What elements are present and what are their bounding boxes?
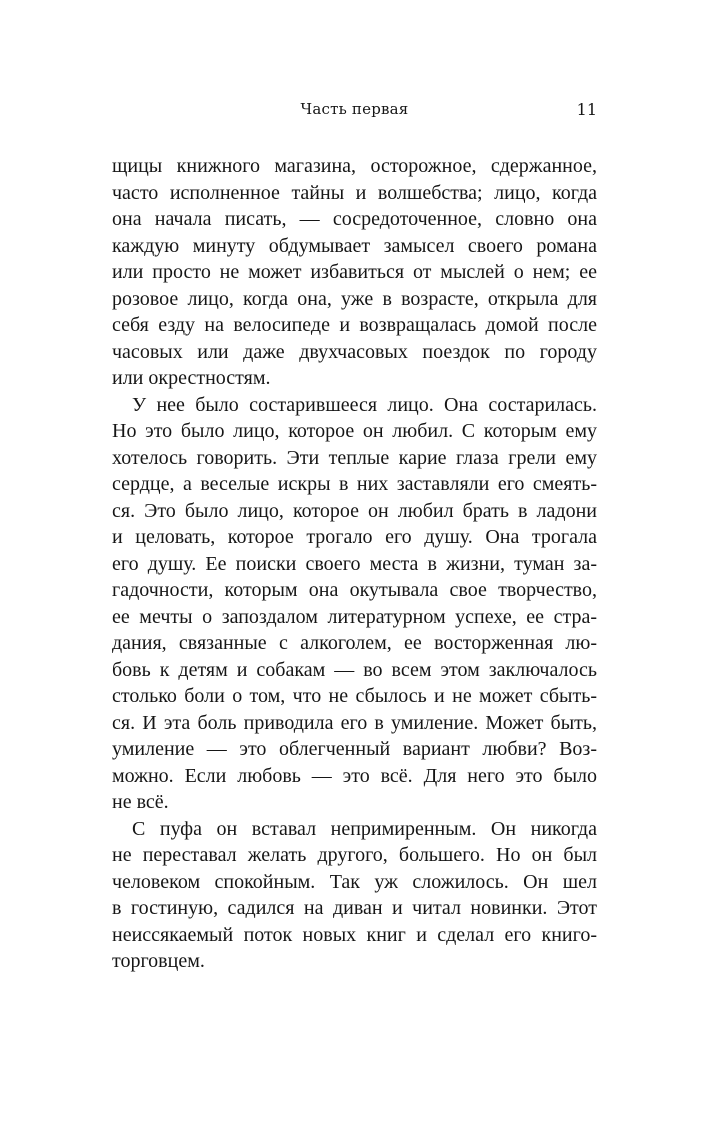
text-line: хотелось говорить. Эти теплые карие глаза грели ему (112, 446, 597, 469)
text-line: человеком спокойным. Так уж сложилось. Он шел (112, 870, 597, 893)
text-line: бовь к детям и собакам — во всем этом заключалось (112, 658, 597, 681)
text-line: ся. И эта боль приводила его в умиление. Может быть, (112, 711, 597, 734)
text-line: не всё. (112, 791, 169, 813)
text-line: неиссякаемый поток новых книг и сделал его книго- (112, 923, 597, 946)
text-line: У нее было состарившееся лицо. Она состарилась. (132, 393, 597, 416)
text-line: не переставал желать другого, большего. Но он был (112, 844, 597, 866)
body-text (112, 153, 597, 975)
text-line: сердце, а веселые искры в них заставляли его смеять- (112, 473, 597, 495)
text-line: столько боли о том, что не сбылось и не может сбыть- (112, 685, 597, 707)
running-title: Часть первая (300, 100, 409, 118)
text-line: умиление — это облегченный вариант любви? Воз- (112, 738, 597, 760)
text-line: Но это было лицо, которое он любил. С которым ему (112, 420, 597, 442)
running-head (112, 100, 597, 124)
text-line: С пуфа он вставал непримиренным. Он никогда (132, 817, 597, 840)
text-line: или окрестностям. (112, 367, 271, 389)
text-line: себя езду на велосипеде и возвращалась домой после (112, 314, 597, 336)
text-line: или просто не может избавиться от мыслей о нем; ее (112, 261, 597, 283)
text-line: торговцем. (112, 950, 205, 972)
text-line: ее мечты о запоздалом литературном успехе, ее стра- (112, 605, 597, 628)
text-line: в гостиную, садился на диван и читал новинки. Этот (112, 897, 597, 919)
page-number: 11 (576, 100, 597, 119)
text-line: его душу. Ее поиски своего места в жизни, туман за- (112, 552, 597, 575)
text-line: гадочности, которым она окутывала свое творчество, (112, 579, 597, 601)
text-line: каждую минуту обдумывает замысел своего романа (112, 234, 597, 257)
text-line: щицы книжного магазина, осторожное, сдержанное, (112, 155, 597, 177)
text-line: она начала писать, — сосредоточенное, словно она (112, 208, 597, 230)
text-line: розовое лицо, когда она, уже в возрасте, открыла для (112, 287, 597, 310)
text-line: можно. Если любовь — это всё. Для него это было (112, 764, 597, 787)
text-line: часовых или даже двухчасовых поездок по городу (112, 340, 597, 363)
text-line: дания, связанные с алкоголем, ее восторженная лю- (112, 632, 597, 654)
text-line: часто исполненное тайны и волшебства; лицо, когда (112, 181, 597, 204)
text-line: и целовать, которое трогало его душу. Она трогала (112, 526, 597, 548)
text-line: ся. Это было лицо, которое он любил брать в ладони (112, 499, 597, 522)
